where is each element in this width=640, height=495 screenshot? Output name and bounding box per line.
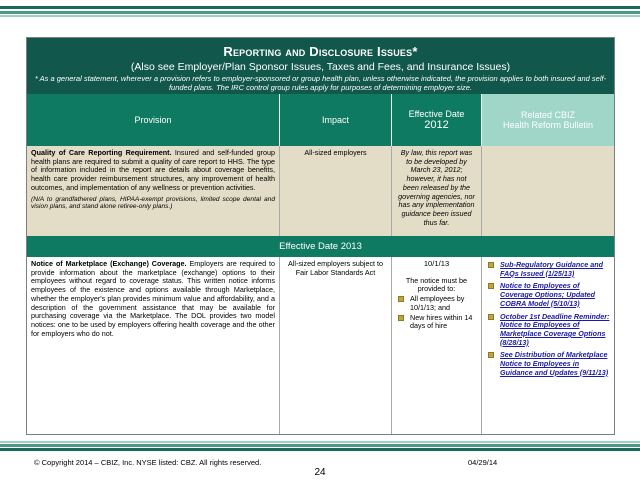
bottom-bar-line <box>0 441 640 443</box>
bulletin-link-text[interactable]: See Distribution of Marketplace Notice to Employees in Guidance and Updates (9/11/13) <box>500 350 609 377</box>
square-bullet-icon <box>488 262 494 268</box>
bulletin-link[interactable] <box>486 351 610 377</box>
title-block <box>27 38 614 94</box>
bulletin-link[interactable] <box>486 261 610 278</box>
effective-date-year: 2012 <box>424 119 449 131</box>
related-bulletin-cell <box>482 146 614 236</box>
page-title-text: Reporting and Disclosure Issues* <box>223 44 418 59</box>
bottom-decorative-bars <box>0 441 640 453</box>
square-bullet-icon <box>398 296 404 302</box>
top-decorative-bars <box>0 6 640 18</box>
page-subtitle: (Also see Employer/Plan Sponsor Issues, Taxes and Fees, and Insurance Issues) <box>130 61 511 73</box>
bulletin-link[interactable] <box>486 282 610 308</box>
provision-title: Quality of Care Reporting Requirement. <box>31 148 172 157</box>
column-header-provision: Provision <box>27 94 280 146</box>
table-row-quality-of-care <box>27 146 614 236</box>
square-bullet-icon <box>488 283 494 289</box>
top-bar-line <box>0 15 640 17</box>
related-header-line1: Related CBIZ <box>520 110 576 120</box>
effective-date-cell: By law, this report was to be developed by March 23, 2012; however, it has not been released by the governing agencies, nor has any implementation guidance been issued thus far. <box>392 146 482 236</box>
bulletin-link-text[interactable]: October 1st Deadline Reminder: Notice to Employees of Marketplace Coverage Options (8/28/13) <box>500 311 610 347</box>
related-header-line2: Health Reform Bulletin <box>502 120 594 130</box>
square-bullet-icon <box>488 352 494 358</box>
footer-copyright: © Copyright 2014 – CBIZ, Inc. NYSE listed: CBZ. All rights reserved. <box>34 458 262 467</box>
column-header-related-bulletin <box>482 94 614 146</box>
bulletin-link-text[interactable]: Notice to Employees of Coverage Options; Updated COBRA Model (5/10/13) <box>500 281 596 308</box>
provision-text: Insured and self-funded group health plans are required to submit a quality of care report to HHS. The type of information included in the report are details about coverage benefits, health care provider reimbursement structures, any improvement of health outcomes, and implementation of any wellness or prevention activities. <box>31 148 275 192</box>
column-header-effective-date <box>392 94 482 146</box>
square-bullet-icon <box>488 314 494 320</box>
provision-text: Employers are required to provide information about the marketplace (exchange) options to their employees without regard to coverage status. This written notice informs employees of the existence and options available through Marketplace, whether the employer's plan provides minimum value and affordability, and a description of the government assistance that may be available for purchasing coverage via the Marketplace. The DOL provides two model notices: one to be used by employers offering health coverage and the other for employers who do not. <box>31 259 275 338</box>
table-row-marketplace-notice <box>27 257 614 434</box>
related-bulletin-cell <box>482 257 614 434</box>
effective-date-value: 10/1/13 <box>423 259 450 268</box>
provision-note: (N/A to grandfathered plans, HIPAA-exempt provisions, limited scope dental and vision plans, and stand alone retiree-only plans.) <box>31 195 275 211</box>
title-footnote: * As a general statement, wherever a provision refers to employer-sponsored or group health plan, unless otherwise indicated, the provision applies to both insured and self-funded plans. The IRC control group rules apply for purposes of determining employer size. <box>34 74 607 92</box>
impact-cell: All-sized employers subject to Fair Labor Standards Act <box>280 257 392 434</box>
top-bar-line <box>0 6 640 9</box>
section-header-2013: Effective Date 2013 <box>27 236 614 257</box>
impact-cell: All-sized employers <box>280 146 392 236</box>
column-header-impact: Impact <box>280 94 392 146</box>
effective-date-label: Effective Date <box>408 109 465 119</box>
list-item <box>396 314 477 331</box>
provision-cell <box>27 257 280 434</box>
square-bullet-icon <box>398 315 404 321</box>
bottom-bar-line <box>0 448 640 451</box>
top-bar-line <box>0 11 640 14</box>
page-number: 24 <box>314 467 326 478</box>
provision-title: Notice of Marketplace (Exchange) Coverage. <box>31 259 187 268</box>
list-item-text: All employees by 10/1/13; and <box>410 294 465 312</box>
bulletin-link-text[interactable]: Sub-Regulatory Guidance and FAQs Issued (1/25/13) <box>500 260 604 278</box>
notice-bullet-list <box>396 295 477 331</box>
list-item-text: New hires within 14 days of hire <box>410 312 473 331</box>
list-item <box>396 295 477 312</box>
bulletin-link[interactable] <box>486 313 610 348</box>
provision-cell <box>27 146 280 236</box>
effective-date-cell <box>392 257 482 434</box>
reporting-table <box>26 37 615 435</box>
page-title <box>27 44 614 59</box>
footer-date: 04/29/14 <box>468 458 498 467</box>
notice-requirement-text: The notice must be provided to: <box>405 275 468 294</box>
bottom-bar-line <box>0 444 640 447</box>
bulletin-link-list <box>486 261 610 377</box>
